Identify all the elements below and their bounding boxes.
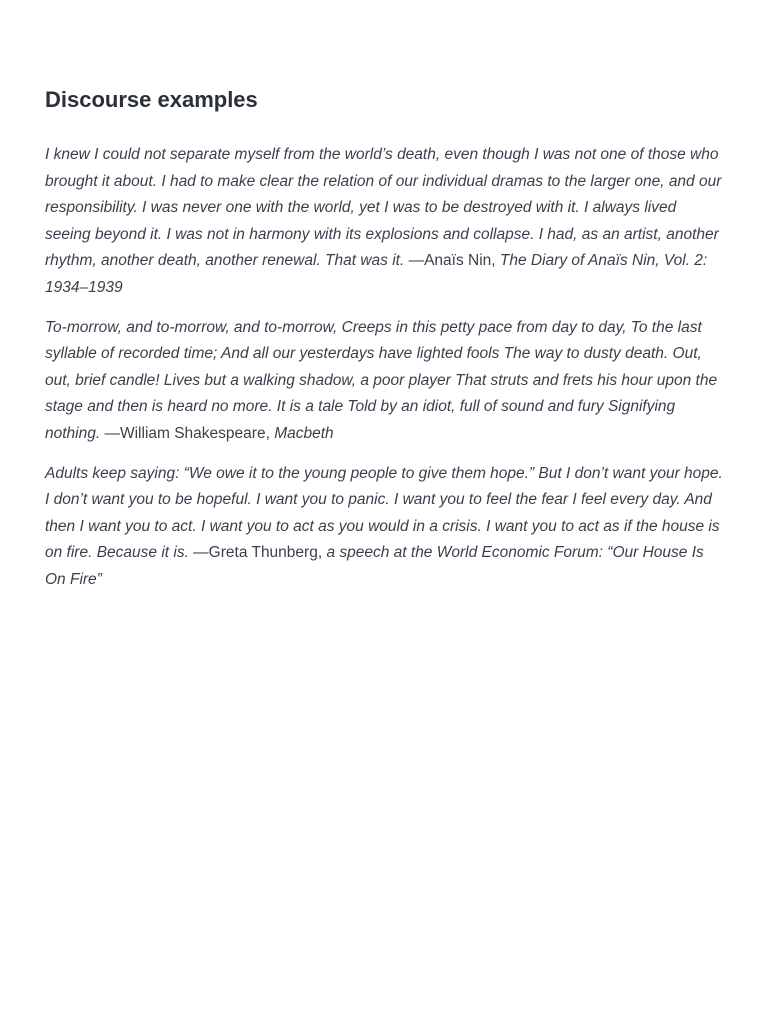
quote-attribution: —William Shakespeare, [100,424,275,442]
quote-attribution: —Anaïs Nin, [404,252,500,270]
quote-shakespeare [45,315,723,448]
quote-text: To-morrow, and to-morrow, and to-morrow, Creeps in this petty pace from day to day, To the last syllable of recorded time; And all our yesterdays have lighted fools The way to dusty death. Out, out, brief candle! Lives but a walking shadow, a poor player That struts and frets his hour upon the stage and then is heard no more. It is a tale Told by an idiot, full of sound and fury Signifying nothing. [45,318,718,442]
quote-text: I knew I could not separate myself from the world’s death, even though I was not one of those who brought it about. I had to make clear the relation of our individual dramas to the larger one, and our responsibility. I was never one with the world, yet I was to be destroyed with it. I always lived seeing beyond it. I was not in harmony with its explosions and collapse. I had, as an artist, another rhythm, another death, another renewal. That was it. [45,146,722,270]
quote-thunberg [45,461,723,594]
quote-text: Adults keep saying: “We owe it to the young people to give them hope.” But I don’t want your hope. I don’t want you to be hopeful. I want you to panic. I want you to feel the fear I feel every day. And then I want you to act. I want you to act as you would in a crisis. I want you to act as if the house is on fire. Because it is. [45,464,723,562]
page-title: Discourse examples [45,87,258,112]
quote-attribution: —Greta Thunberg, [188,544,327,562]
quote-source: The Diary of Anaïs Nin, Vol. 2: 1934–1939 [45,252,708,296]
quote-nin [45,142,723,302]
quote-source: a speech at the World Economic Forum: “Our House Is On Fire” [45,544,704,588]
quote-source: Macbeth [274,424,334,442]
